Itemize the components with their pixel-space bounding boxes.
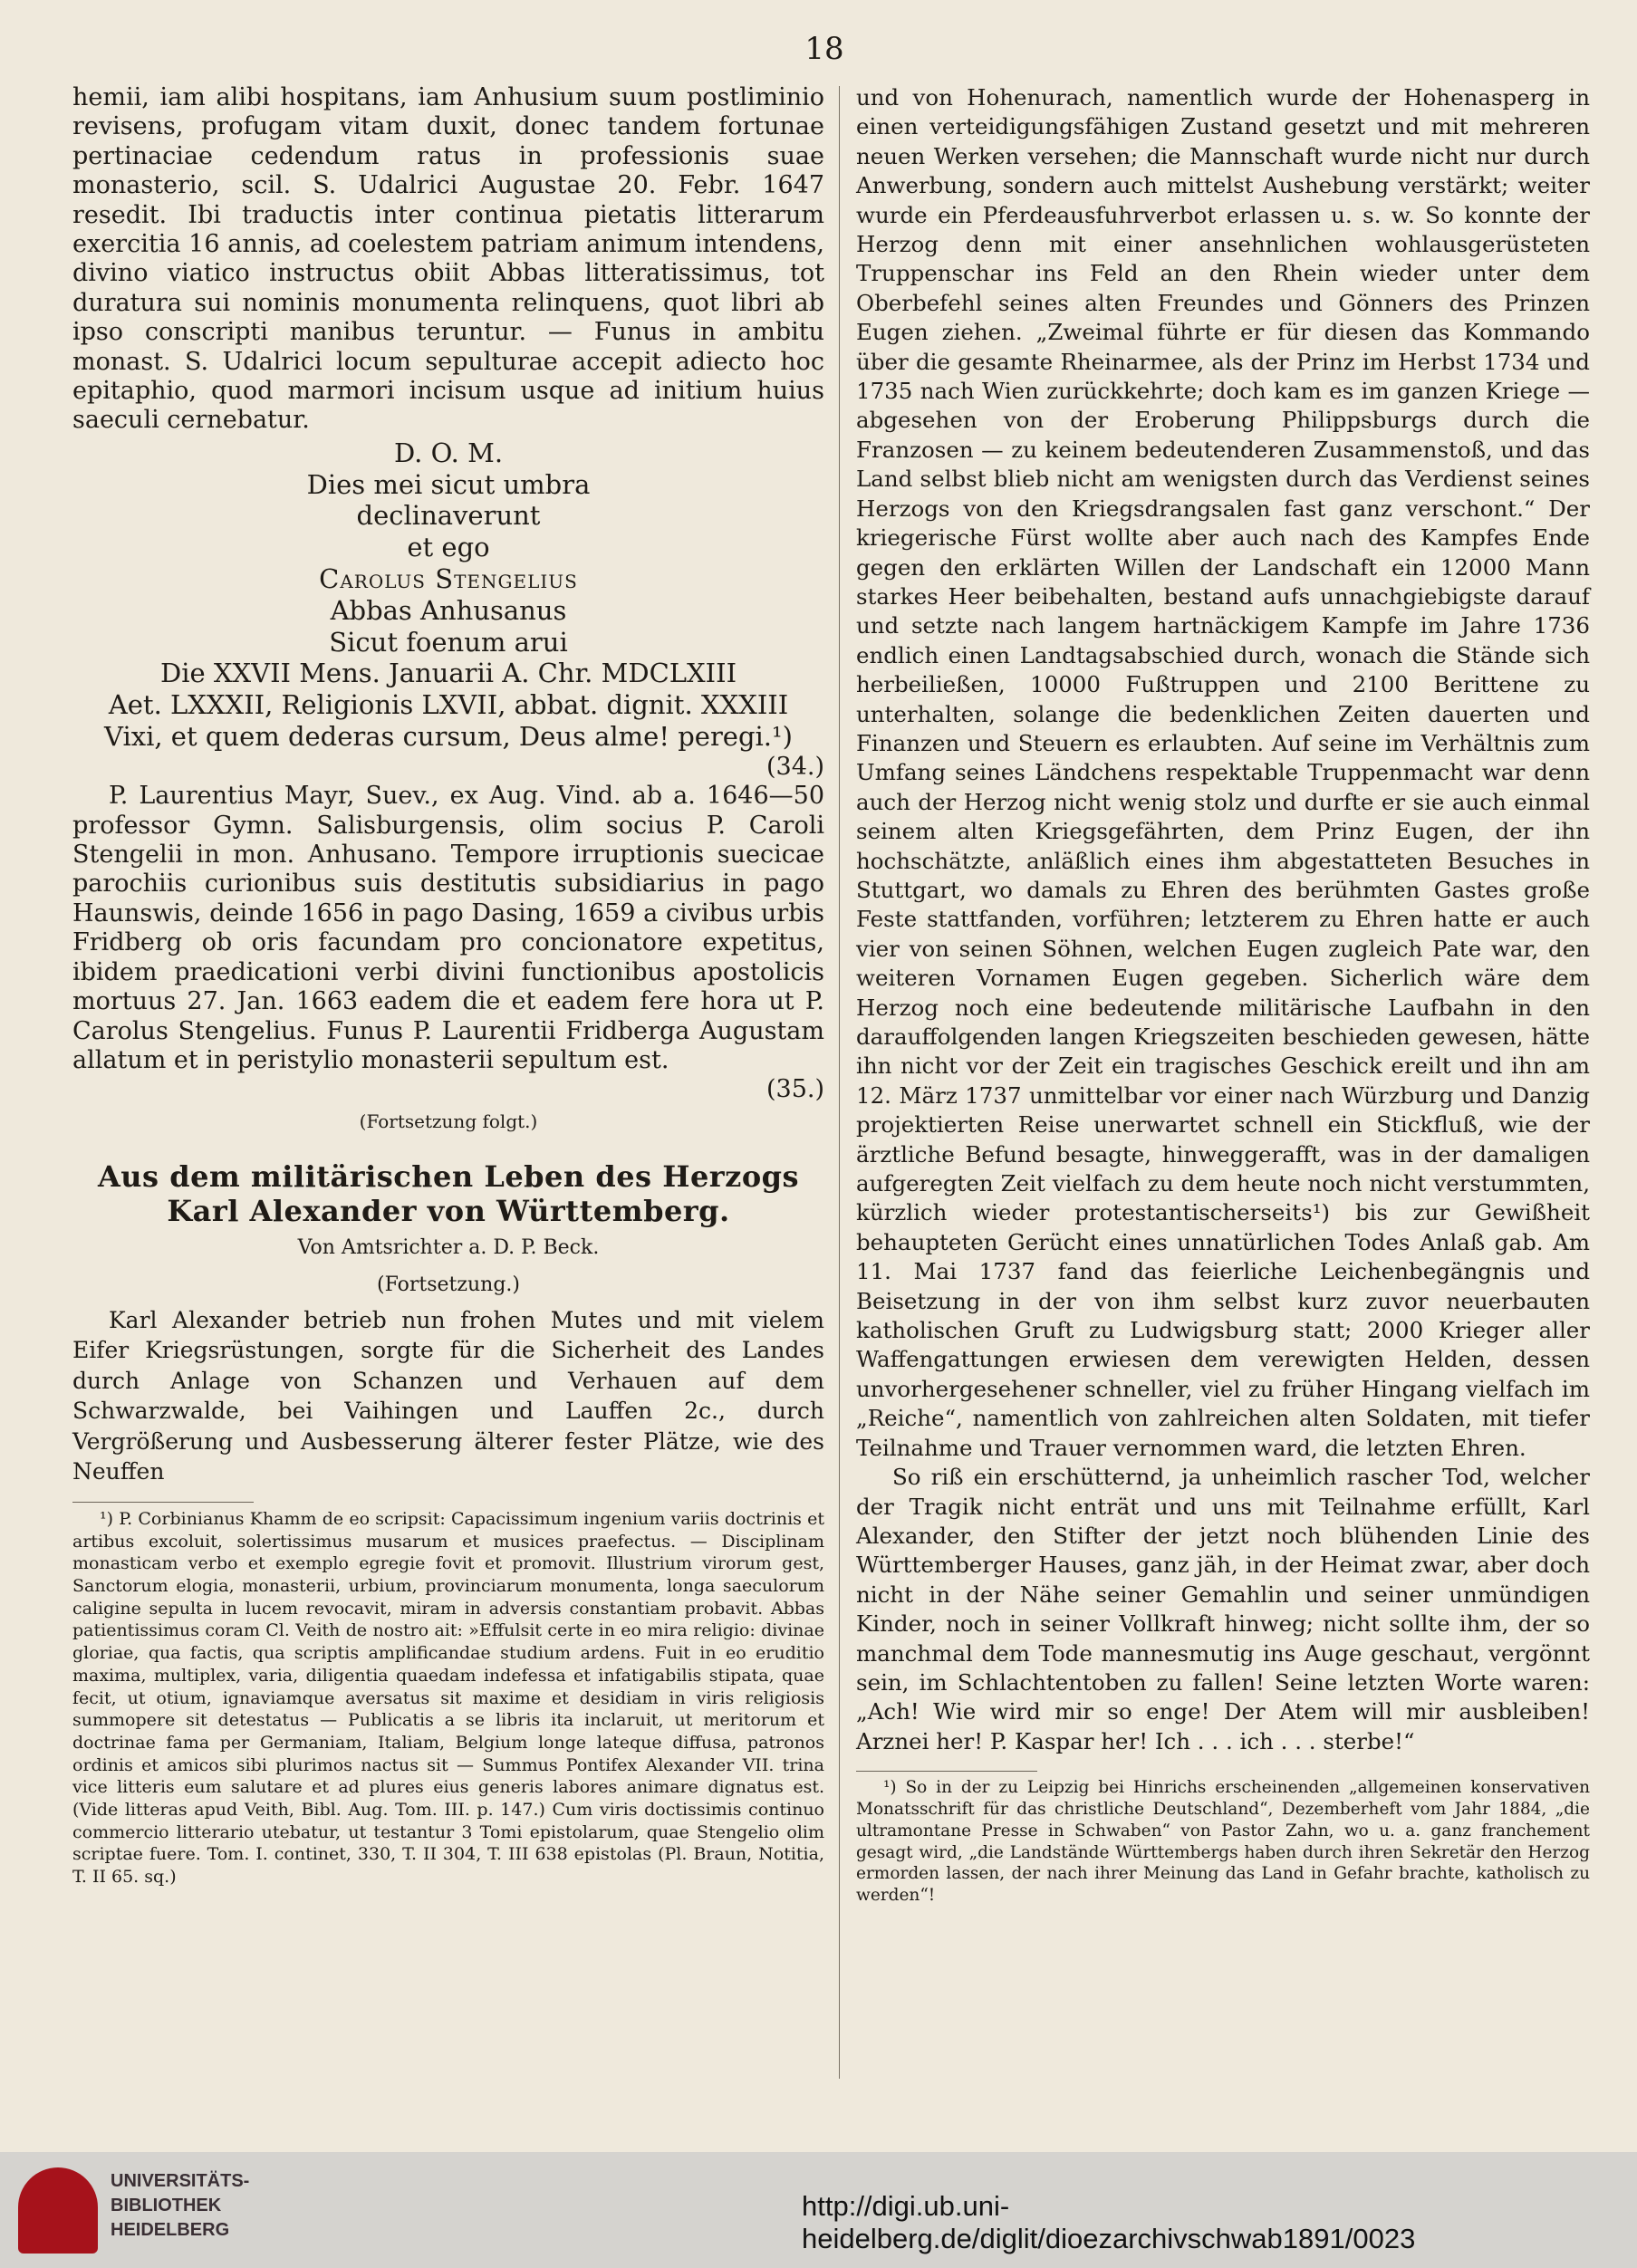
epitaph-line: Aet. LXXXII, Religionis LXVII, abbat. dignit. XXXIII: [108, 689, 789, 721]
column-divider: [839, 86, 840, 2079]
continuation-note: (Fortsetzung.): [377, 1273, 520, 1296]
to-be-continued-note: (Fortsetzung folgt.): [359, 1110, 538, 1132]
source-url[interactable]: http://digi.ub.uni-heidelberg.de/diglit/dioezarchivschwab1891/0023: [802, 2190, 1416, 2254]
library-name-line: BIBLIOTHEK: [111, 2196, 222, 2215]
epitaph-line: D. O. M.: [393, 437, 504, 468]
library-name: [111, 2169, 249, 2243]
page-number: 18: [804, 31, 844, 67]
german-paragraph-2: So riß ein erschütternd, ja unheimlich rascher Tod, welcher der Tragik nicht enträt und uns mit Teilnahme erfüllt, Karl Alexander, den Stifter der jetzt noch blühenden Linie des Württemberger Hauses, ganz jäh, in der Heimat zwar, aber doch nicht in der Nähe seiner Gemahlin und seiner unmündigen Kinder, noch in seiner Vollkraft hinweg; nicht sollte ihm, der so manchmal dem Tode mannesmutig ins Auge geschaut, vergönnt sein, im Schlachtentoben zu fallen! Seine letzten Worte waren: „Ach! Wie wird mir so enge! Der Atem will mir ausbleiben! Arznei her! P. Kaspar her! Ich . . . ich . . . sterbe!“: [856, 1464, 1590, 1754]
epitaph-line: Abbas Anhusanus: [330, 594, 567, 626]
german-paragraph-1: und von Hohenurach, namentlich wurde der Hohenasperg in einen verteidigungsfähigen Zustand gesetzt und mit mehreren neuen Werken versehen; die Mannschaft wurde nicht nur durch Anwerbung, sondern auch mittelst Aushebung verstärkt; weiter wurde ein Pferdeausfuhrverbot erlassen u. s. w. So konnte der Herzog denn mit einer ansehnlichen wohlausgerüsteten Truppenschar ins Feld an den Rhein wieder unter dem Oberbefehl seines alten Freundes und Gönners des Prinzen Eugen ziehen. „Zweimal führte er für diesen das Kommando über die gesamte Rheinarmee, als der Prinz im Herbst 1734 und 1735 nach Wien zurückkehrte; doch kam es im ganzen Kriege — abgesehen von der Eroberung Philippsburgs durch die Franzosen — zu keinem bedeutenderen Zusammenstoß, und das Land selbst blieb nicht am wenigsten durch das Verdienst seines Herzogs von den Kriegsdrangsalen fast ganz verschont.“ Der kriegerische Fürst wollte aber auch nach des Kampfes Ende gegen den erklärten Willen der Landschaft ein 12000 Mann starkes Heer beibehalten, bestand aufs unnachgiebigste darauf und setzte nach langem hartnäckigem Kampfe im Jahre 1736 endlich einen Landtagsabschied durch, wonach die Stände sich herbeiließen, 10000 Fußtruppen und 2100 Berittene zu unterhalten, solange die bedenklichen Zeiten dauerten und Finanzen und Steuern es erlaubten. Auf seine im Verhältnis zum Umfang seines Ländchens respektable Truppenmacht war denn auch der Herzog nicht wenig stolz und durfte er sie auch einmal seinem alten Kriegsgefährten, dem Prinz Eugen, der ihn hochschätzte, anläßlich eines ihm abgestatteten Besuches in Stuttgart, wo damals zu Ehren des berühmten Gastes große Feste stattfanden, vorführen; letzterem zu Ehren hatte er auch vier von seinen Söhnen, welchen Eugen zugleich Pate war, den weiteren Vornamen Eugen gegeben. Sicherlich wäre dem Herzog noch eine bedeutende militärische Laufbahn in den darauffolgenden langen Kriegszeiten beschieden gewesen, hätte ihn nicht vor der Zeit ein tragisches Geschick ereilt und ihn am 12. März 1737 unmittelbar vor einer nach Würzburg und Danzig projektierten Reise unerwartet schnell ein Stickfluß, wie der ärztliche Befund besagte, hinweggerafft, was in der damaligen aufgeregten Zeit vielfach zu dem heute noch nicht verstummten, kürzlich wieder protestantischerseits¹) bis zur Gewißheit behaupteten Gerücht eines unnatürlichen Todes Anlaß gab. Am 11. Mai 1737 fand das feierliche Leichenbegängnis und Beisetzung in der von ihm selbst kurz zuvor neuerbauten katholischen Gruft zu Ludwigsburg statt; 2000 Krieger aller Waffengattungen erwiesen dem verewigten Helden, dessen unvorhergesehener schneller, viel zu früher Hingang vielfach im „Reiche“, namentlich von zahlreichen alten Soldaten, mit tiefer Teilnahme und Trauer vernommen ward, die letzten Ehren.: [856, 84, 1590, 1461]
footnote-divider: [72, 1502, 254, 1503]
footnote-right: ¹) So in der zu Leipzig bei Hinrichs erscheinenden „allgemeinen konservativen Monatsschrift für das christliche Deutschland“, Dezemberheft vom Jahr 1884, „die ultramontane Presse in Schwaben“ von Pastor Zahn, wo u. a. ganz franchement gesagt wird, „die Landstände Württembergs haben durch ihren Sekretär den Herzog ermorden lassen, der nach ihrer Meinung das Land in Gefahr brachte, katholisch zu werden“!: [856, 1778, 1590, 1906]
library-name-line: HEIDELBERG: [111, 2220, 230, 2240]
footnote-divider: [856, 1771, 1037, 1772]
right-column: [856, 83, 1590, 1907]
entry-number: (34.): [766, 752, 824, 781]
latin-paragraph-2: P. Laurentius Mayr, Suev., ex Aug. Vind. ab a. 1646—50 professor Gymn. Salisburgensis, olim socius P. Caroli Stengelii in mon. Anhusano. Tempore irruptionis suecicae parochiis curionibus suis destitutis subsidiarius in pago Haunswis, deinde 1656 in pago Dasing, 1659 a civibus urbis Fridberg ob oris facundam pro concionatore expetitus, ibidem praedicationi verbi divini functionibus apostolicis mortuus 27. Jan. 1663 eadem die et eadem fere hora ut P. Carolus Stengelius. Funus P. Laurentii Fridberga Augustam allatum et in peristylio monasterii sepultum est.: [72, 782, 824, 1074]
epitaph-line: Sicut foenum arui: [329, 626, 568, 658]
epitaph: [72, 437, 824, 753]
library-name-line: UNIVERSITÄTS-: [111, 2171, 250, 2191]
entry-number: (35.): [766, 1075, 824, 1104]
university-seal-icon: [18, 2167, 98, 2254]
german-paragraph: Karl Alexander betrieb nun frohen Mutes und mit vielem Eifer Kriegsrüstungen, sorgte für die Sicherheit des Landes durch Anlage von Schanzen und Verhauen auf dem Schwarzwalde, bei Vaihingen und Lauffen 2c., durch Vergrößerung und Ausbesserung älterer fester Plätze, wie des Neuffen: [72, 1306, 824, 1485]
epitaph-line: Vixi, et quem dederas cursum, Deus alme! peregi.¹): [104, 721, 793, 753]
epitaph-line: Carolus Stengelius: [319, 563, 578, 595]
epitaph-line: declinaverunt: [356, 500, 541, 532]
epitaph-line: et ego: [407, 532, 490, 563]
latin-paragraph-1: hemii, iam alibi hospitans, iam Anhusium suum postliminio revisens, profugam vitam duxit, donec tandem fortunae pertinaciae cedendum ratus in professionis suae monasterio, scil. S. Udalrici Augustae 20. Febr. 1647 resedit. Ibi traductis inter continua pietatis litterarum exercitia 16 annis, ad coelestem patriam animum intendens, divino viatico instructus obiit Abbas litteratissimus, tot duratura sui nominis monumenta relinquens, quot libri ab ipso conscripti manibus teruntur. — Funus in ambitu monast. S. Udalrici locum sepulturae accepit adiecto hoc epitaphio, quod marmori incisum usque ad initium huius saeculi cernebatur.: [72, 83, 824, 435]
article-author: Von Amtsrichter a. D. P. Beck.: [297, 1236, 600, 1260]
article-title: Aus dem militärischen Leben des Herzogs Karl Alexander von Württemberg.: [97, 1159, 800, 1229]
epitaph-line: Dies mei sicut umbra: [306, 468, 591, 500]
footnote-left: ¹) P. Corbinianus Khamm de eo scripsit: Capacissimum ingenium variis doctrinis et artibus excoluit, solertissimus musarum et musices praefectus. — Disciplinam monasticam verbo et exemplo egregie fovit et promovit. Illustrium virorum gest, Sanctorum elogia, monasterii, urbium, provinciarum monumenta, longa saeculorum caligine sepulta in lucem revocavit, miram in adversis constantiam probavit. Abbas patientissimus coram Cl. Veith de nostro ait: »Effulsit certe in eo mira religio: divinae gloriae, qua factis, qua scriptis amplificandae studium ardens. Fuit in eo eruditio maxima, multiplex, varia, diligentia quaedam indefessa et infatigabilis stipata, quae fecit, ut otium, ignaviamque aversatus sit maxime et desidiam in viris religiosis summopere sit detestatus — Publicatis a se libris ita inclaruit, ut meritorum et doctrinae fama per Germaniam, Italiam, Belgium longe lateque diffusa, patronos ordinis et amicos sibi plurimos nactus sit — Summus Pontifex Alexander VII. trina vice litteris eum salutare et ad plures eius generis labores animare dignatus est. (Vide litteras apud Veith, Bibl. Aug. Tom. III. p. 147.) Cum viris doctissimis continuo commercio litterario utebatur, ut testantur 3 Tomi epistolarum, quae Stengelio olim scriptae fuere. Tom. I. continet, 330, T. II 304, T. III 638 epistolas (Pl. Braun, Notitia, T. II 65. sq.): [72, 1508, 824, 1888]
left-column: [72, 83, 824, 1888]
epitaph-line: Die XXVII Mens. Januarii A. Chr. MDCLXIII: [159, 658, 737, 689]
